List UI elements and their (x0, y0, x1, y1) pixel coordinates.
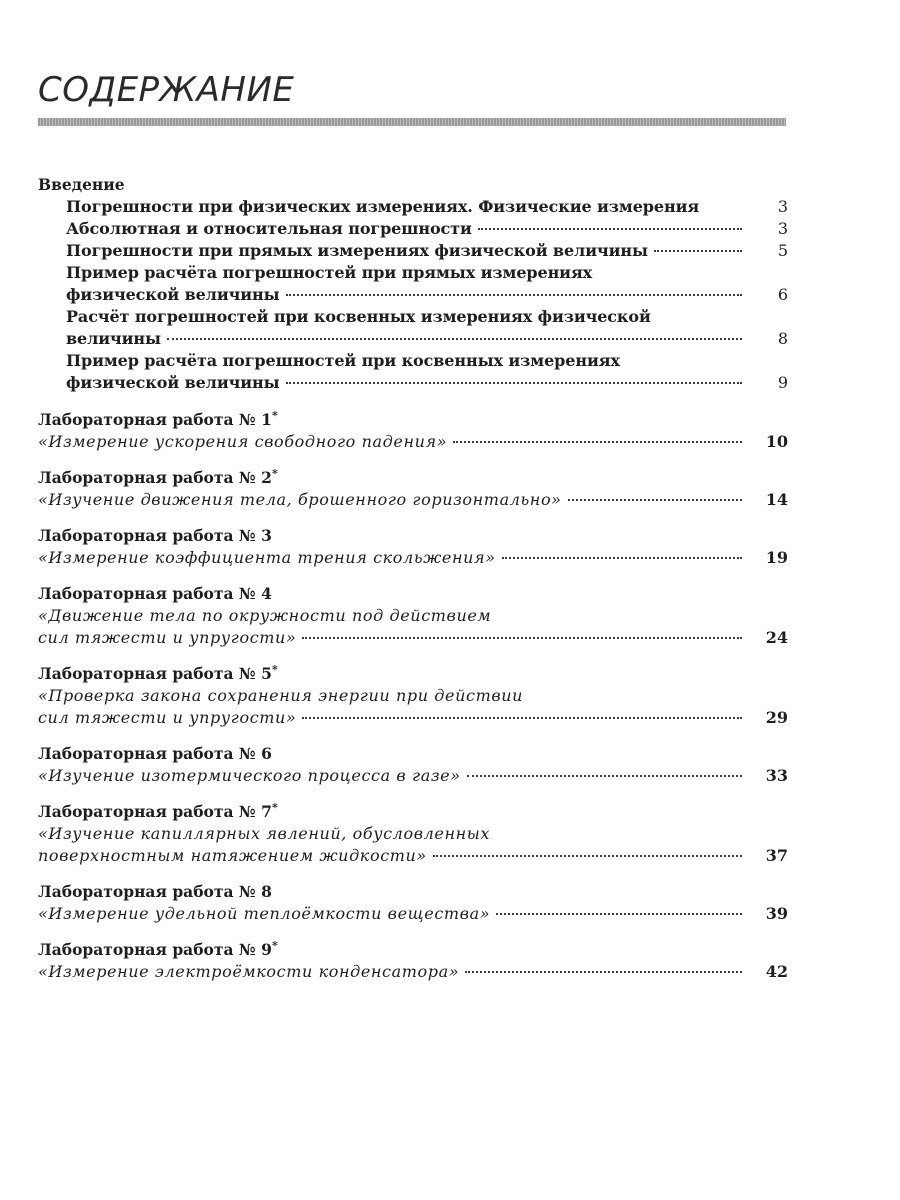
entry-text-line: поверхностным натяжением жидкости» (38, 846, 427, 865)
entry-text-line: Абсолютная и относительная погрешности (66, 219, 472, 238)
lab-heading (38, 583, 788, 605)
lab-heading-text: Лабораторная работа № 9 (38, 940, 272, 959)
footnote-star: * (271, 800, 278, 814)
dot-leader (568, 499, 742, 501)
lab-heading (38, 743, 788, 765)
footnote-star: * (271, 938, 278, 952)
lab-heading-text: Лабораторная работа № 7 (38, 802, 272, 821)
lab-heading-text: Лабораторная работа № 4 (38, 584, 272, 603)
entry-line (66, 196, 788, 218)
dot-leader (478, 228, 742, 230)
page-number: 24 (765, 628, 788, 647)
page-number: 3 (777, 219, 788, 238)
dot-leader (302, 717, 742, 719)
entry-line (66, 240, 788, 262)
page-title: СОДЕРЖАНИЕ (38, 70, 295, 110)
toc-entry-lab[interactable] (38, 583, 788, 649)
lab-heading (38, 881, 788, 903)
entry-line (38, 961, 788, 983)
footnote-star: * (271, 662, 278, 676)
table-of-contents (38, 174, 788, 983)
dot-leader (467, 775, 742, 777)
footnote-star: * (271, 466, 278, 480)
entry-line (38, 547, 788, 569)
page-number: 8 (777, 329, 788, 348)
page-number: 3 (777, 197, 788, 216)
page-number: 6 (777, 285, 788, 304)
dot-leader (286, 382, 742, 384)
toc-entry[interactable] (38, 306, 788, 350)
lab-heading-text: Лабораторная работа № 8 (38, 882, 272, 901)
page-number: 10 (765, 432, 788, 451)
page-number: 37 (765, 846, 788, 865)
toc-entry[interactable] (38, 262, 788, 306)
toc-entry-lab[interactable] (38, 409, 788, 453)
page-number: 33 (765, 766, 788, 785)
entry-line (38, 903, 788, 925)
toc-entry[interactable] (38, 218, 788, 240)
toc-entry-lab[interactable] (38, 663, 788, 729)
entry-line (38, 765, 788, 787)
toc-entry-lab[interactable] (38, 939, 788, 983)
lab-heading (38, 663, 788, 685)
dot-leader (654, 250, 742, 252)
lab-heading-text: Лабораторная работа № 2 (38, 468, 272, 487)
toc-entry-lab[interactable] (38, 801, 788, 867)
entry-text-line: «Измерение электроёмкости конденсатора» (38, 962, 460, 981)
dot-leader (433, 855, 742, 857)
intro-heading: Введение (38, 175, 125, 194)
toc-entry-lab[interactable] (38, 743, 788, 787)
entry-text-line: Погрешности при прямых измерениях физической величины (66, 241, 648, 260)
page-number: 19 (765, 548, 788, 567)
entry-text-line: сил тяжести и упругости» (38, 708, 297, 727)
lab-heading (38, 939, 788, 961)
entry-text-line: «Изучение изотермического процесса в газе» (38, 766, 461, 785)
page-number: 9 (777, 373, 788, 392)
entry-text-line: физической величины (66, 285, 280, 304)
dot-leader (286, 294, 742, 296)
dot-leader (465, 971, 742, 973)
lab-heading (38, 409, 788, 431)
entry-text-line: «Измерение коэффициента трения скольжения» (38, 548, 496, 567)
entry-text-line: Погрешности при физических измерениях. Физические измерения (66, 197, 700, 216)
entry-text-line: Пример расчёта погрешностей при прямых измерениях (66, 263, 593, 282)
dot-leader (502, 557, 742, 559)
lab-heading-text: Лабораторная работа № 6 (38, 744, 272, 763)
page-number: 39 (765, 904, 788, 923)
dot-leader (167, 338, 742, 340)
page-number: 42 (765, 962, 788, 981)
toc-entry-lab[interactable] (38, 881, 788, 925)
lab-list (38, 409, 788, 983)
entry-text-line: «Измерение ускорения свободного падения» (38, 432, 448, 451)
entry-text-line: Расчёт погрешностей при косвенных измерениях физической (66, 307, 651, 326)
page-number: 5 (777, 241, 788, 260)
entry-line (66, 284, 788, 306)
title-rule (38, 118, 786, 126)
entry-line (38, 431, 788, 453)
footnote-star: * (271, 408, 278, 422)
entry-text-line: «Изучение движения тела, брошенного горизонтально» (38, 490, 562, 509)
dot-leader (453, 441, 742, 443)
lab-heading-text: Лабораторная работа № 5 (38, 664, 272, 683)
page-number: 29 (765, 708, 788, 727)
toc-entry-lab[interactable] (38, 525, 788, 569)
page-number: 14 (765, 490, 788, 509)
entry-text-line: «Измерение удельной теплоёмкости вещества» (38, 904, 491, 923)
toc-entry[interactable] (38, 350, 788, 394)
lab-heading (38, 525, 788, 547)
entry-line (66, 328, 788, 350)
entry-line (38, 627, 788, 649)
lab-heading (38, 467, 788, 489)
entry-line (66, 218, 788, 240)
entry-text-line: Пример расчёта погрешностей при косвенных измерениях (66, 351, 620, 370)
toc-entry-lab[interactable] (38, 467, 788, 511)
intro-items (38, 196, 788, 394)
toc-entry[interactable] (38, 240, 788, 262)
toc-entry[interactable] (38, 196, 788, 218)
entry-line (38, 845, 788, 867)
dot-leader (496, 913, 742, 915)
entry-text-line: «Проверка закона сохранения энергии при действии (38, 686, 524, 705)
entry-text-line: величины (66, 329, 161, 348)
dot-leader (302, 637, 742, 639)
entry-text-line: физической величины (66, 373, 280, 392)
entry-text-line: «Движение тела по окружности под действием (38, 606, 492, 625)
entry-line (38, 707, 788, 729)
entry-text-line: «Изучение капиллярных явлений, обусловленных (38, 824, 491, 843)
lab-heading-text: Лабораторная работа № 1 (38, 410, 272, 429)
entry-line (66, 372, 788, 394)
lab-heading-text: Лабораторная работа № 3 (38, 526, 272, 545)
lab-heading (38, 801, 788, 823)
intro-section (38, 174, 788, 394)
entry-line (38, 489, 788, 511)
entry-text-line: сил тяжести и упругости» (38, 628, 297, 647)
